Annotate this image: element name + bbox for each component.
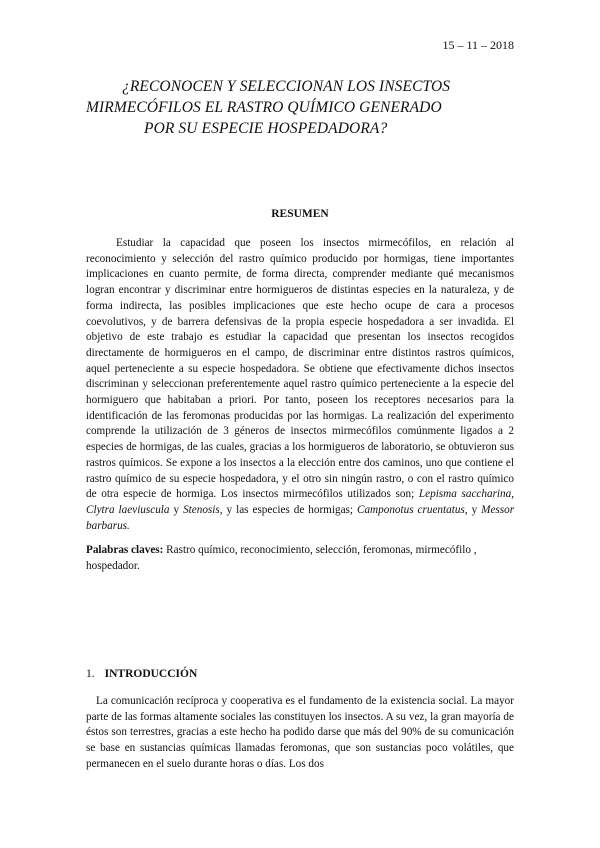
species-name: Stenosis, <box>183 503 223 516</box>
abstract-connector: y <box>173 503 180 516</box>
keywords-text: Rastro químico, reconocimiento, selección, feromonas, mirmecófilo , hospedador. <box>86 544 477 572</box>
paper-title <box>86 76 516 139</box>
species-name: Messor barbarus. <box>86 503 515 532</box>
abstract-body <box>86 236 514 534</box>
introduction-paragraph: La comunicación recíproca y cooperativa es el fundamento de la existencia social. La mayor parte de las formas altamente sociales las constituyen los insectos. A su vez, la gran mayoría de éstos son terrestres, gracias a este hecho ha podido darse que más del 90% de su comunicación se base en sustancias químicas llamadas feromonas, que son sustancias poco volátiles, que permanecen en el suelo durante horas o días. Los dos <box>86 695 514 770</box>
keywords <box>86 543 514 574</box>
abstract-heading: RESUMEN <box>271 208 329 220</box>
keywords-label: Palabras claves: <box>86 544 164 556</box>
abstract-text: Estudiar la capacidad que poseen los insectos mirmecófilos, en relación al reconocimiento y selección del rastro químico producido por hormigas, tiene importantes implicaciones en cuanto permite, de forma directa, comprender mediante qué mecanismos logran encontrar y discriminar entre hormigueros de distintas especies en la naturaleza, y de forma indirecta, las posibles implicaciones que este hecho ocupe de cara a procesos coevolutivos, y de barrera defensivas de la propia especie hospedadora a ser invadida. El objetivo de este trabajo es estudiar la capacidad que presentan los insectos recogidos directamente de hormigueros en el campo, de discriminar entre distintos rastros químicos, aquel perteneciente a su especie hospedadora. Se obtiene que efectivamente dichos insectos discriminan y seleccionan preferentemente aquel rastro químico perteneciente a la especie del hormiguero que habitaban a priori. Por tanto, poseen los receptores necesarios para la identificación de las feromonas producidas por las hormigas. La realización del experimento comprende la utilización de 3 géneros de insectos mirmecófilos comúnmente ligados a 2 especies de hormigas, de las cuales, gracias a los hormigueros de laboratorio, se obtuvieron sus rastros químicos. Se expone a los insectos a la elección entre dos caminos, uno que contiene el rastro químico de su especie hospedadora, y el otro sin ningún rastro, o con el rastro químico de otra especie de hormiga. Los insectos mirmecófilos utilizados son; <box>86 237 514 501</box>
abstract-connector: y <box>471 503 478 516</box>
section-title: INTRODUCCIÓN <box>104 668 198 680</box>
title-line-1: ¿RECONOCEN Y SELECCIONAN LOS INSECTOS <box>122 78 451 95</box>
species-name: Clytra laeviuscula <box>86 503 170 516</box>
species-name: Camponotus cruentatus, <box>357 503 468 516</box>
section-number: 1. <box>86 668 95 680</box>
abstract-connector: y las especies de hormigas; <box>226 503 354 516</box>
title-line-3: POR SU ESPECIE HOSPEDADORA? <box>144 120 388 137</box>
page-date: 15 – 11 – 2018 <box>442 38 514 52</box>
species-name: Lepisma saccharina, <box>418 488 515 501</box>
title-line-2: MIRMECÓFILOS EL RASTRO QUÍMICO GENERADO <box>86 99 442 116</box>
section-heading-introduction <box>86 668 197 680</box>
